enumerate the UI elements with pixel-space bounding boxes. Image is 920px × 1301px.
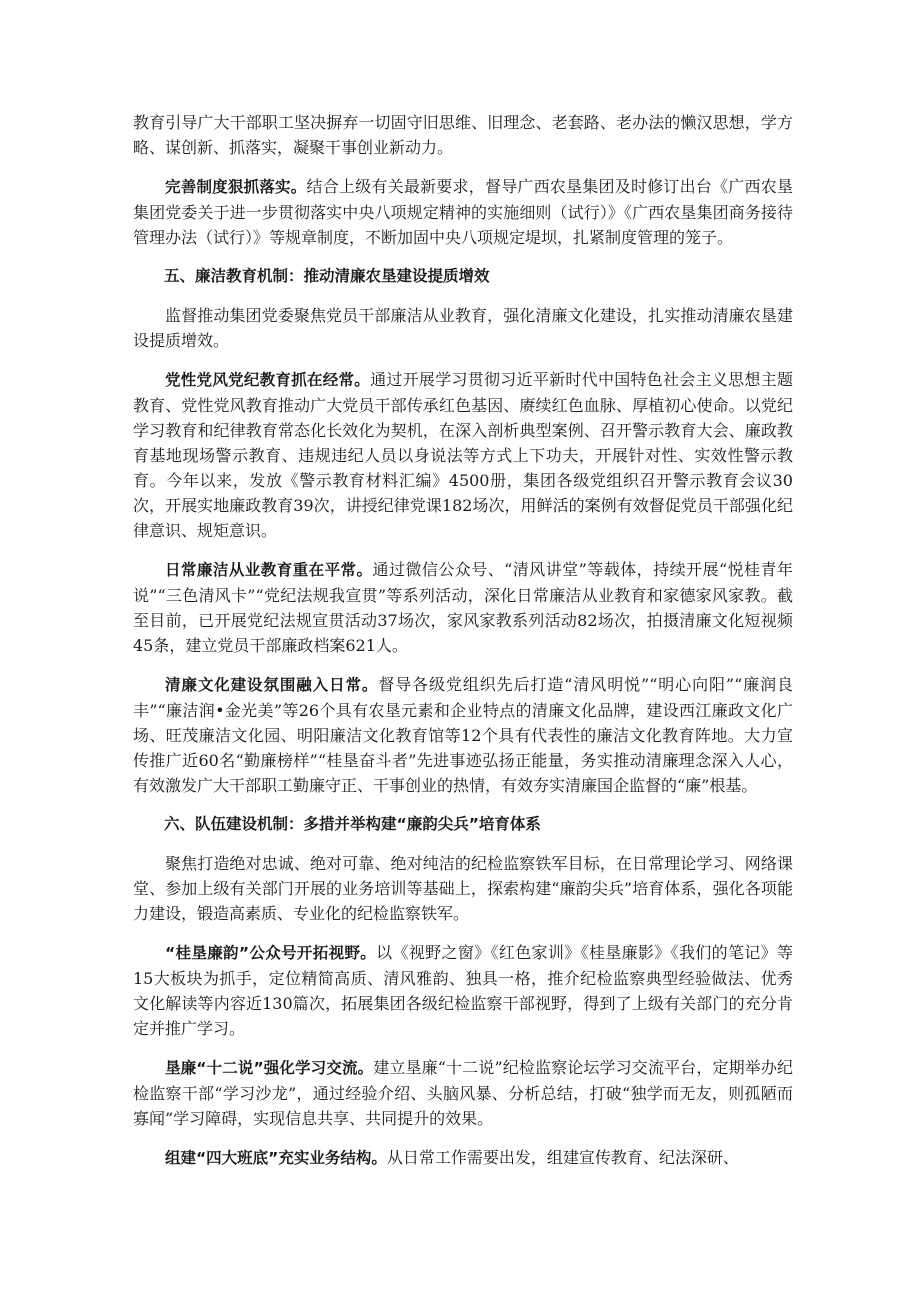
paragraph-lead: 垦廉“十二说”强化学习交流。 bbox=[165, 1059, 374, 1077]
paragraph-lead: 党性党风党纪教育抓在经常。 bbox=[165, 371, 371, 389]
paragraph-text: 聚焦打造绝对忠诚、绝对可靠、绝对纯洁的纪检监察铁军目标，在日常理论学习、网络课堂、参加上级有关部门开展的业务培训等基础上，探索构建“廉韵尖兵”培育体系，强化各项能力建设，锻造高素质、专业化的纪检监察铁军。 bbox=[133, 854, 793, 923]
paragraph bbox=[133, 1145, 793, 1171]
paragraph-text: 以《视野之窗》《红色家训》《桂垦廉影》《我们的笔记》等15大板块为抓手，定位精简高质、清风雅韵、独具一格，推介纪检监察典型经验做法、优秀文化解读等内容近130篇次，拓展集团各级纪检监察干部视野，得到了上级有关部门的充分肯定并推广学习。 bbox=[133, 943, 793, 1038]
paragraph bbox=[133, 672, 793, 798]
paragraph-text: 通过开展学习贯彻习近平新时代中国特色社会主义思想主题教育、党性党风教育推动广大党员干部传承红色基因、赓续红色血脉、厚植初心使命。以党纪学习教育和纪律教育常态化长效化为契机，在深入剖析典型案例、召开警示教育大会、廉政教育基地现场警示教育、违规违纪人员以身说法等方式上下功夫，开展针对性、实效性警示教育。今年以来，发放《警示教育材料汇编》4500册，集团各级党组织召开警示教育会议30次，开展实地廉政教育39次，讲授纪律党课182场次，用鲜活的案例有效督促党员干部强化纪律意识、规矩意识。 bbox=[133, 370, 793, 540]
paragraph-lead: “桂垦廉韵”公众号开拓视野。 bbox=[165, 944, 377, 962]
paragraph bbox=[133, 1055, 793, 1131]
paragraph bbox=[133, 851, 793, 926]
paragraph-text: 监督推动集团党委聚焦党员干部廉洁从业教育，强化清廉文化建设，扎实推动清廉农垦建设提质增效。 bbox=[133, 306, 793, 350]
paragraph-text: 从日常工作需要出发，组建宣传教育、纪法深研、 bbox=[386, 1148, 739, 1167]
paragraph-text: 通过微信公众号、“清风讲堂”等载体，持续开展“悦桂青年说”“三色清风卡”“党纪法规我宣贯”等系列活动，深化日常廉洁从业教育和家德家风家教。截至目前，已开展党纪法规宣贯活动37场次，家风家教系列活动82场次，拍摄清廉文化短视频45条，建立党员干部廉政档案621人。 bbox=[133, 560, 793, 655]
paragraph-text: 建立垦廉“十二说”纪检监察论坛学习交流平台，定期举办纪检监察干部“学习沙龙”，通过经验介绍、头脑风暴、分析总结，打破“独学而无友，则孤陋而寡闻”学习障碍，实现信息共享、共同提升的效果。 bbox=[133, 1058, 793, 1128]
section-heading: 五、廉洁教育机制：推动清廉农垦建设提质增效 bbox=[164, 267, 490, 285]
paragraph-text: 教育引导广大干部职工坚决摒弃一切固守旧思维、旧理念、老套路、老办法的懒汉思想，学方略、谋创新、抓落实，凝聚干事创业新动力。 bbox=[133, 113, 793, 157]
paragraph bbox=[133, 940, 793, 1041]
document-page bbox=[133, 110, 793, 1185]
paragraph-lead: 组建“四大班底”充实业务结构。 bbox=[165, 1149, 387, 1167]
section-heading: 六、队伍建设机制：多措并举构建“廉韵尖兵”培育体系 bbox=[164, 815, 541, 833]
paragraph-lead: 完善制度狠抓落实。 bbox=[165, 178, 307, 196]
paragraph bbox=[133, 174, 793, 250]
paragraph bbox=[133, 367, 793, 543]
paragraph-text: 督导各级党组织先后打造“清风明悦”“明心向阳”“廉润良丰”“廉洁润•金光美”等26个具有农垦元素和企业特点的清廉文化品牌，建设西江廉政文化广场、旺茂廉洁文化园、明阳廉洁文化教育馆等12个具有代表性的廉洁文化教育阵地。大力宣传推广近60名“勤廉榜样”“桂垦奋斗者”先进事迹弘扬正能量，务实推动清廉理念深入人心，有效激发广大干部职工勤廉守正、干事创业的热情，有效夯实清廉国企监督的“廉”根基。 bbox=[133, 675, 793, 795]
paragraph-text: 结合上级有关最新要求，督导广西农垦集团及时修订出台《广西农垦集团党委关于进一步贯彻落实中央八项规定精神的实施细则（试行）》《广西农垦集团商务接待管理办法（试行）》等规章制度，不断加固中央八项规定堤坝，扎紧制度管理的笼子。 bbox=[133, 177, 793, 247]
paragraph-lead: 清廉文化建设氛围融入日常。 bbox=[165, 676, 379, 694]
paragraph bbox=[133, 303, 793, 353]
paragraph-lead: 日常廉洁从业教育重在平常。 bbox=[165, 561, 373, 579]
paragraph bbox=[133, 110, 793, 160]
paragraph bbox=[133, 557, 793, 658]
